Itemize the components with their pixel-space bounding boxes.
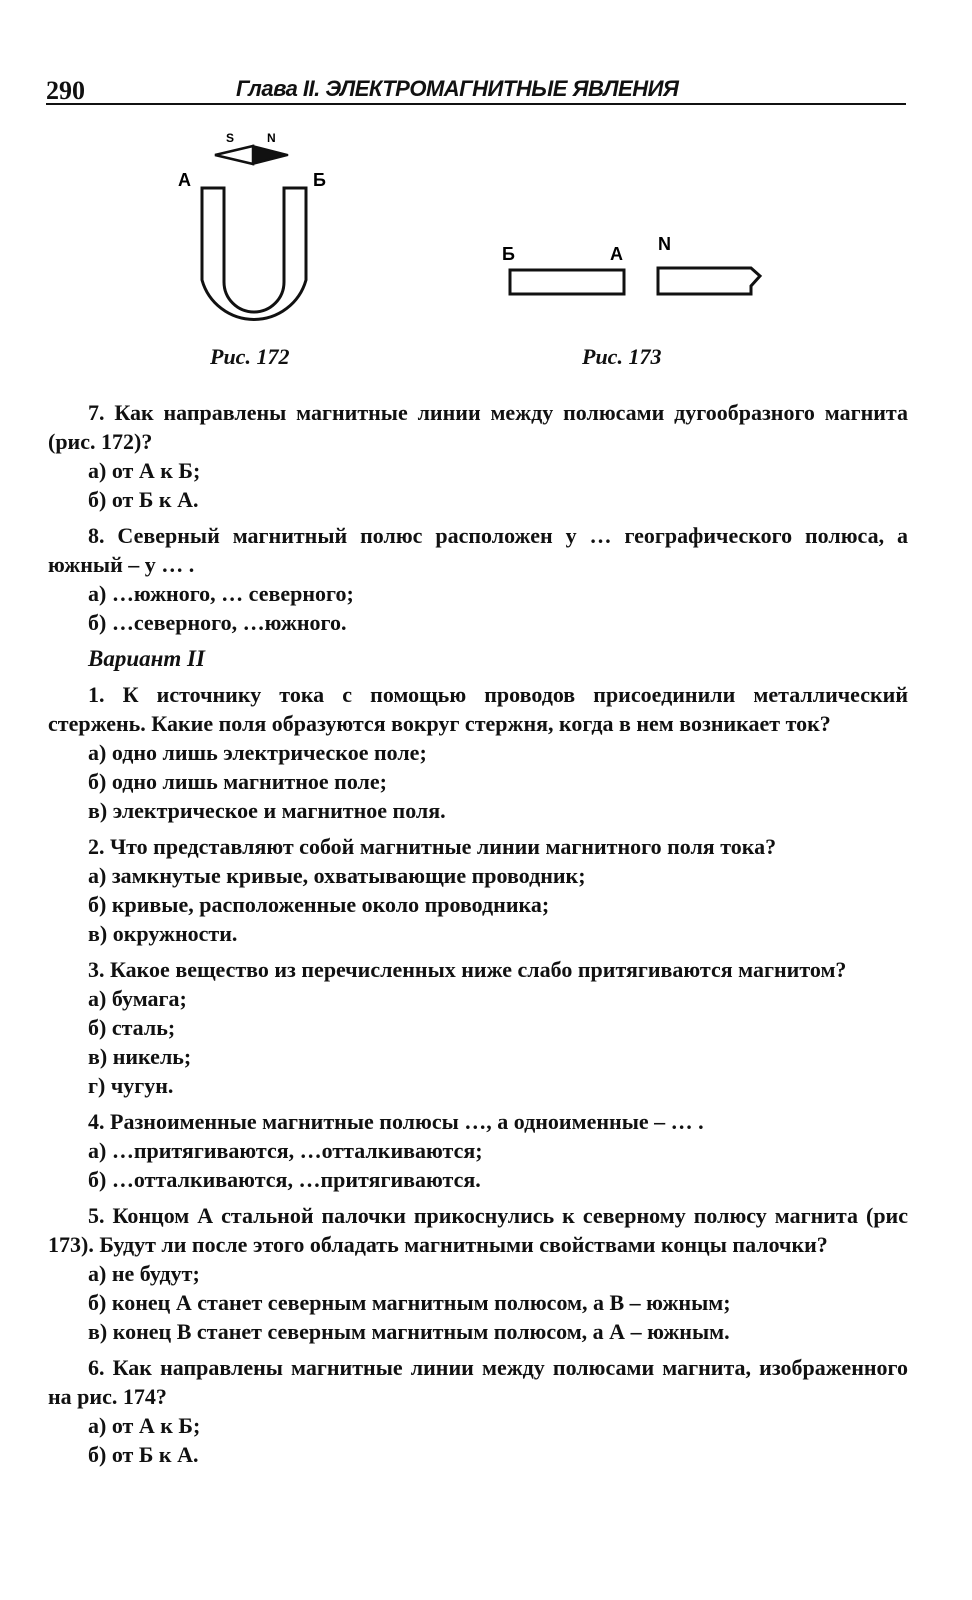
answer-option: а) …притягиваются, …отталкиваются; [88, 1138, 483, 1163]
pole-a-label: А [178, 170, 191, 190]
question-stem: 8. Северный магнитный полюс расположен у … географического полюса, а южный – у … . [48, 523, 908, 577]
answer-option: г) чугун. [88, 1073, 174, 1098]
answer-option: в) никель; [88, 1044, 192, 1069]
question-stem: 4. Разноименные магнитные полюсы …, а одноименные – … . [88, 1109, 704, 1134]
needle-south-half [215, 146, 253, 164]
answer-option: б) …северного, …южного. [88, 610, 347, 635]
rod-end-b-label: Б [502, 244, 515, 264]
needle-n-label: N [267, 131, 276, 145]
rod-and-magnet-diagram [496, 228, 776, 308]
answer-option: а) от А к Б; [88, 458, 201, 483]
horseshoe-magnet-diagram [170, 122, 340, 342]
horseshoe-magnet [202, 188, 306, 319]
chapter-title: Глава II. ЭЛЕКТРОМАГНИТНЫЕ ЯВЛЕНИЯ [236, 76, 679, 101]
figure-173 [496, 228, 776, 308]
answer-option: б) кривые, расположенные около проводника; [88, 892, 550, 917]
question-8 [48, 521, 908, 637]
question-stem: 2. Что представляют собой магнитные линии магнитного поля тока? [88, 834, 777, 859]
needle-north-half [253, 146, 288, 164]
question-stem: 1. К источнику тока с помощью проводов присоединили металлический стержень. Какие поля образуются вокруг стержня, когда в нем возникает ток? [48, 682, 908, 736]
question-v2-5 [48, 1201, 908, 1346]
answer-option: б) конец А станет северным магнитным полюсом, а В – южным; [88, 1290, 731, 1315]
question-stem: 7. Как направлены магнитные линии между полюсами дугообразного магнита (рис. 172)? [48, 400, 908, 454]
answer-option: а) бумага; [88, 986, 187, 1011]
figure-173-caption: Рис. 173 [582, 344, 662, 369]
answer-option: в) электрическое и магнитное поля. [88, 798, 446, 823]
needle-s-label: S [226, 131, 235, 145]
header-rule [46, 103, 906, 105]
answer-option: а) не будут; [88, 1261, 200, 1286]
question-v2-6 [48, 1353, 908, 1469]
answer-option: а) одно лишь электрическое поле; [88, 740, 427, 765]
question-v2-2 [48, 832, 908, 948]
question-stem: 5. Концом А стальной палочки прикоснулись к северному полюсу магнита (рис 173). Будут ли после этого обладать магнитными свойствами концы палочки? [48, 1203, 908, 1257]
variant-heading: Вариант II [88, 646, 205, 671]
question-v2-1 [48, 680, 908, 825]
page-number: 290 [46, 76, 85, 105]
answer-option: в) окружности. [88, 921, 238, 946]
answer-option: б) одно лишь магнитное поле; [88, 769, 387, 794]
answer-option: б) …отталкиваются, …притягиваются. [88, 1167, 481, 1192]
page-body [48, 398, 908, 1476]
rod-end-a-label: А [610, 244, 623, 264]
figure-172 [170, 122, 340, 342]
answer-option: б) от Б к А. [88, 487, 199, 512]
question-v2-4 [48, 1107, 908, 1194]
steel-rod [510, 270, 624, 294]
answer-option: а) …южного, … северного; [88, 581, 354, 606]
answer-option: б) от Б к А. [88, 1442, 199, 1467]
pole-b-label: Б [313, 170, 326, 190]
magnet-n-label: N [658, 234, 671, 254]
question-stem: 6. Как направлены магнитные линии между полюсами магнита, изображенного на рис. 174? [48, 1355, 908, 1409]
answer-option: в) конец В станет северным магнитным полюсом, а А – южным. [88, 1319, 730, 1344]
answer-option: а) замкнутые кривые, охватывающие проводник; [88, 863, 586, 888]
figure-172-caption: Рис. 172 [210, 344, 290, 369]
question-stem: 3. Какое вещество из перечисленных ниже слабо притягиваются магнитом? [88, 957, 847, 982]
question-v2-3 [48, 955, 908, 1100]
bar-magnet [658, 268, 760, 294]
question-7 [48, 398, 908, 514]
answer-option: б) сталь; [88, 1015, 176, 1040]
answer-option: а) от А к Б; [88, 1413, 201, 1438]
